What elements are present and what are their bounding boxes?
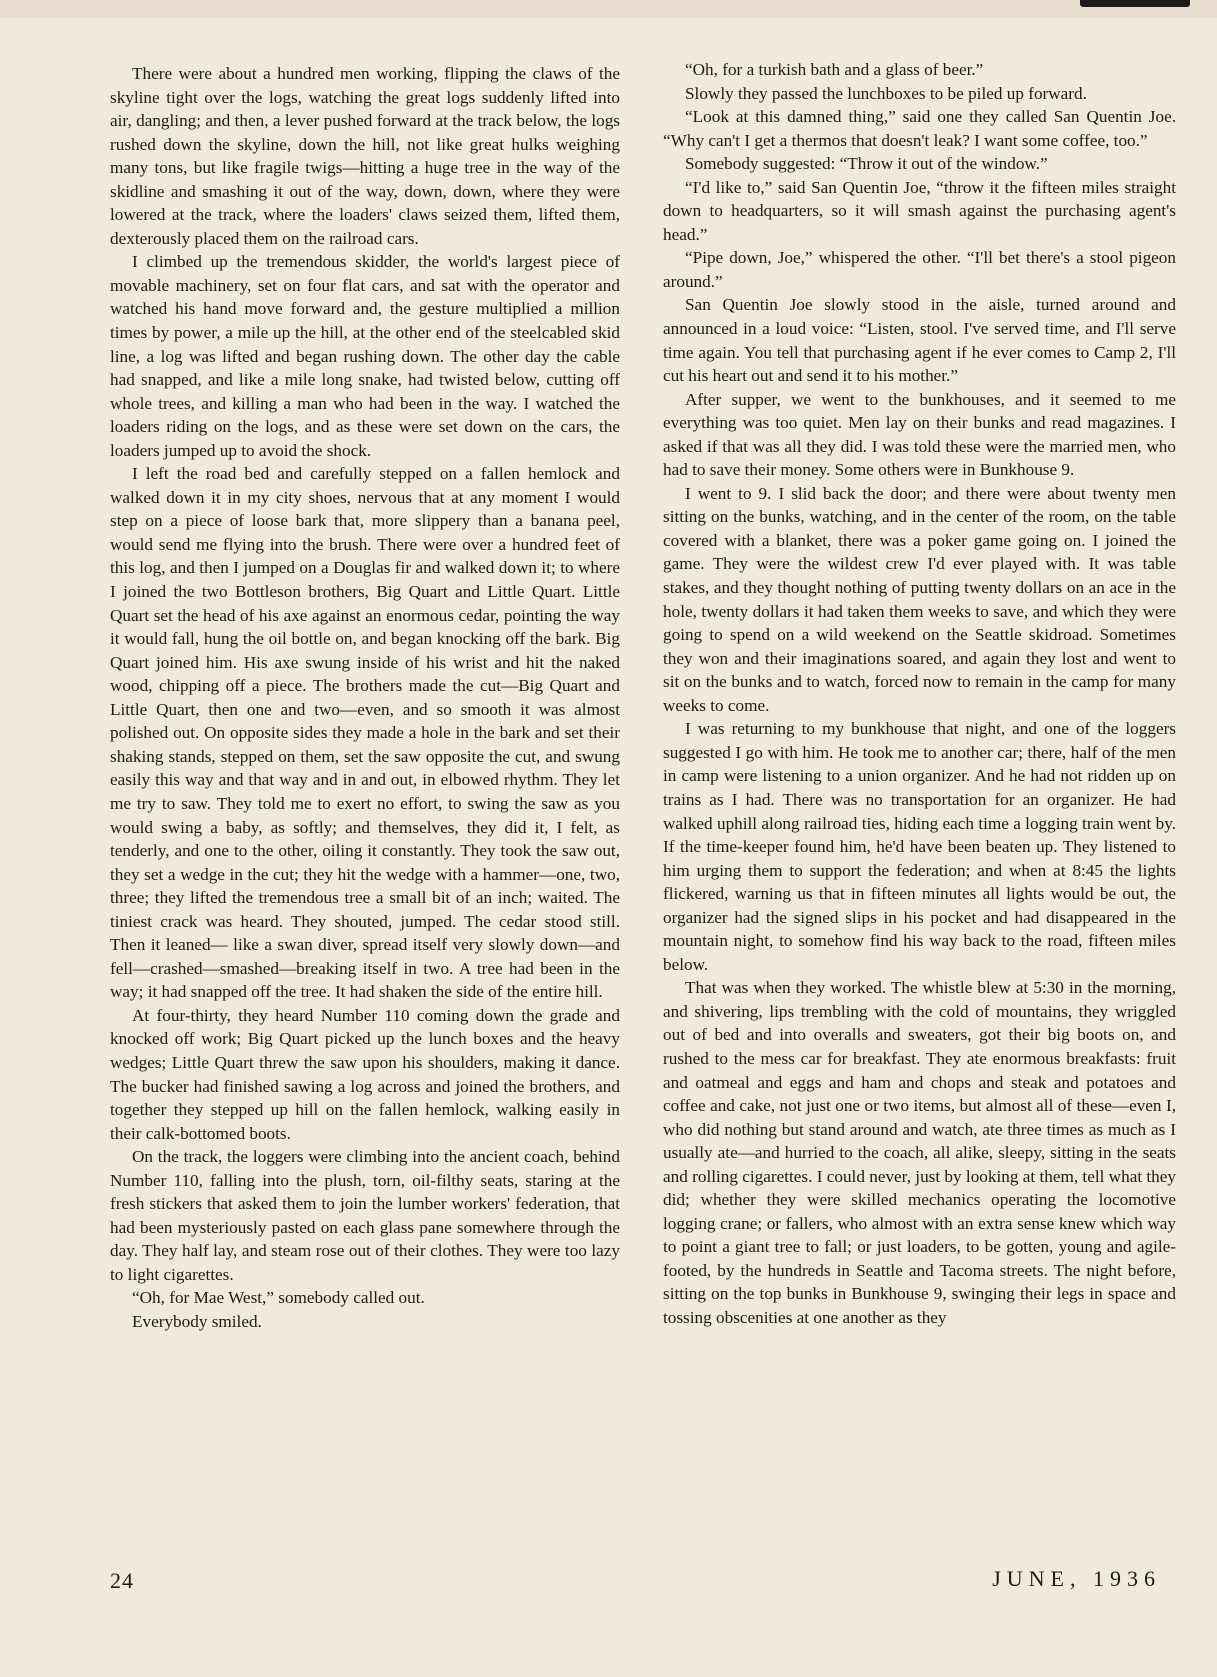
paragraph: I was returning to my bunkhouse that night, and one of the loggers suggested I go with him. He took me to another car; there, half of the men in camp were listening to a union organizer. And he had not ridden up on trains as I had. There was no transportation for an organizer. He had walked uphill along railroad ties, hiding each time a logging train went by. If the time-keeper found him, he'd have been beaten up. They listened to him urging them to support the federation; and when at 8:45 the lights flickered, warning us that in fifteen minutes all lights would be out, the organizer had the signed slips in his pocket and had disappeared in the mountain night, to somehow find his way back to the road, fifteen miles below.: [663, 719, 1176, 974]
left-column: [110, 62, 620, 1334]
paragraph: “Look at this damned thing,” said one they called San Quentin Joe. “Why can't I get a thermos that doesn't leak? I want some coffee, too.”: [663, 107, 1176, 150]
paragraph: After supper, we went to the bunkhouses, and it seemed to me everything was too quiet. Men lay on their bunks and read magazines. I asked if that was all they did. I was told these were the married men, who had to save their money. Some others were in Bunkhouse 9.: [663, 389, 1176, 480]
page-top-edge: [0, 0, 1217, 18]
paragraph: San Quentin Joe slowly stood in the aisle, turned around and announced in a loud voice: “Listen, stool. I've served time, and I'll serve time again. You tell that purchasing agent if he ever comes to Camp 2, I'll cut his heart out and send it to his mother.”: [663, 295, 1176, 386]
right-column: [663, 58, 1176, 1330]
paragraph: I went to 9. I slid back the door; and there were about twenty men sitting on the bunks, watching, and in the center of the room, on the table covered with a blanket, there was a poker game going on. I joined the game. They were the wildest crew I'd ever played with. It was table stakes, and they thought nothing of putting twenty dollars on an ace in the hole, twenty dollars it had taken them weeks to save, and which they were going to spend on a wild weekend on the Seattle skidroad. Sometimes they won and their imaginations soared, and again they lost and went to sit on the bunks and to watch, forced now to remain in the camp for many weeks to come.: [663, 483, 1176, 715]
paragraph: I climbed up the tremendous skidder, the world's largest piece of movable machinery, set on four flat cars, and sat with the operator and watched his hand move forward and, the gesture multiplied a million times by power, a mile up the hill, at the other end of the steelcabled skid line, a log was lifted and began rushing down. The other day the cable had snapped, and like a mile long snake, had twisted below, cutting off whole trees, and killing a man who had been in the way. I watched the loaders riding on the logs, and as these were set down on the cars, the loaders jumped up to avoid the shock.: [110, 252, 620, 460]
paragraph: At four-thirty, they heard Number 110 coming down the grade and knocked off work; Big Quart picked up the lunch boxes and the heavy wedges; Little Quart threw the saw upon his shoulders, making it dance. The bucker had finished sawing a log across and joined the brothers, and together they stepped up hill on the fallen hemlock, walking easily in their calk-bottomed boots.: [110, 1005, 620, 1143]
paragraph: There were about a hundred men working, flipping the claws of the skyline tight over the logs, watching the great logs suddenly lifted into air, dangling; and then, a lever pushed forward at the track below, the logs rushed down the skyline, down the hill, not like great hulks weighing many tons, but like fragile twigs—hitting a huge tree in the way of the skidline and smashing it out of the way, down, down, where they were lowered at the track, where the loaders' claws seized them, lifted them, dexterously placed them on the railroad cars.: [110, 64, 620, 248]
paragraph: Somebody suggested: “Throw it out of the window.”: [685, 154, 1048, 174]
paragraph: Slowly they passed the lunchboxes to be piled up forward.: [685, 83, 1087, 103]
paragraph: “Pipe down, Joe,” whispered the other. “I'll bet there's a stool pigeon around.”: [663, 248, 1176, 291]
paragraph: Everybody smiled.: [132, 1311, 262, 1331]
header-rule-fragment: [1080, 0, 1190, 7]
paragraph: “Oh, for a turkish bath and a glass of beer.”: [685, 60, 984, 79]
paragraph: “Oh, for Mae West,” somebody called out.: [132, 1288, 425, 1308]
page-number: 24: [110, 1568, 134, 1593]
paragraph: I left the road bed and carefully stepped on a fallen hemlock and walked down it in my city shoes, nervous that at any moment I would step on a piece of loose bark that, more slippery than a banana peel, would send me flying into the brush. There were over a hundred feet of this log, and then I jumped on a Douglas fir and walked down it; to where I joined the two Bottleson brothers, Big Quart and Little Quart. Little Quart set the head of his axe against an enormous cedar, pointing the way it would fall, hung the oil bottle on, and began knocking off the bark. Big Quart joined him. His axe swung inside of his wrist and hit the naked wood, chipping off a piece. The brothers made the cut—Big Quart and Little Quart, then one and two—even, and so smooth it was almost polished out. On opposite sides they made a hole in the bark and set their shaking stands, stepped on them, set the saw opposite the cut, and swung easily this way and that way and in and out, in elbowed rhythm. They let me try to saw. They told me to exert no effort, to swing the saw as you would swing a baby, as softly; and themselves, they did it, I felt, as tenderly, and one to the other, oiling it constantly. They took the saw out, they set a wedge in the cut; they hit the wedge with a hammer—one, two, three; they lifted the tremendous tree a small bit of an inch; waited. The tiniest crack was heard. They shouted, jumped. The cedar stood still. Then it leaned— like a swan diver, spread itself very slowly down—and fell—crashed—smashed—breaking itself in two. A tree had been in the way; it had snapped off the tree. It had shaken the side of the entire hill.: [110, 464, 620, 1002]
paragraph: “I'd like to,” said San Quentin Joe, “throw it the fifteen miles straight down to headquarters, so it will smash against the purchasing agent's head.”: [663, 177, 1176, 244]
paragraph: On the track, the loggers were climbing into the ancient coach, behind Number 110, falling into the plush, torn, oil-filthy seats, staring at the fresh stickers that asked them to join the lumber workers' federation, that had been mysteriously pasted on each glass pane somewhere through the day. They half lay, and steam rose out of their clothes. They were too lazy to light cigarettes.: [110, 1147, 620, 1284]
paragraph: That was when they worked. The whistle blew at 5:30 in the morning, and shivering, lips trembling with the cold of mountains, they wriggled out of bed and into overalls and sweaters, got their big boots on, and rushed to the mess car for breakfast. They ate enormous breakfasts: fruit and oatmeal and eggs and ham and chops and steak and potatoes and coffee and cake, not just one or two items, but almost all of these—even I, who did nothing but stand around and watch, ate three times as much as I usually ate—and hurried to the coach, all alike, sleepy, sitting in the seats and rolling cigarettes. I could never, just by looking at them, tell what they did; whether they were skilled mechanics operating the locomotive logging crane; or fallers, who almost with an extra sense knew which way to point a giant tree to fall; or just loaders, to be gotten, young and agile-footed, by the hundreds in Seattle and Tacoma streets. The night before, sitting on the top bunks in Bunkhouse 9, swinging their legs in space and tossing obscenities at one another as they: [663, 978, 1176, 1327]
issue-date: JUNE, 1936: [992, 1566, 1161, 1591]
